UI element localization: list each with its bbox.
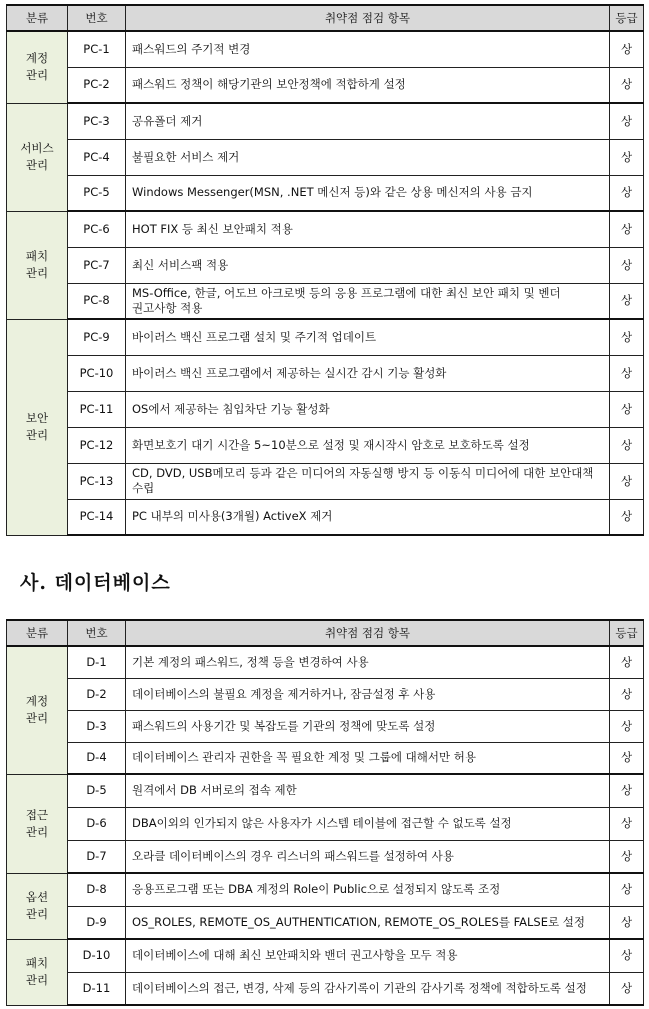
category-cell: 패치 관리 [7,211,68,319]
check-item: HOT FIX 등 최신 보안패치 적용 [126,211,610,247]
table-row [7,67,644,103]
header-category: 분류 [7,620,68,646]
table-row [7,427,644,463]
grade-cell: 상 [610,103,644,139]
category-cell: 계정 관리 [7,646,68,774]
table-row [7,742,644,774]
header-category: 분류 [7,5,68,31]
category-cell: 계정 관리 [7,31,68,103]
item-number: D-3 [68,710,126,742]
table-row [7,319,644,355]
grade-cell: 상 [610,175,644,211]
check-item: Windows Messenger(MSN, .NET 메신저 등)와 같은 상용 메신저의 사용 금지 [126,175,610,211]
grade-cell: 상 [610,840,644,873]
check-item: 응용프로그램 또는 DBA 계정의 Role이 Public으로 설정되지 않도록 조정 [126,873,610,906]
header-item: 취약점 점검 항목 [126,620,610,646]
check-item: 원격에서 DB 서버로의 접속 제한 [126,774,610,807]
item-number: D-10 [68,939,126,972]
grade-cell: 상 [610,807,644,840]
check-item: 최신 서비스팩 적용 [126,247,610,283]
table-row [7,939,644,972]
table-row [7,499,644,535]
item-number: D-6 [68,807,126,840]
table-row [7,774,644,807]
check-item: 데이터베이스의 불필요 계정을 제거하거나, 잠금설정 후 사용 [126,678,610,710]
grade-cell: 상 [610,972,644,1005]
item-number: D-7 [68,840,126,873]
item-number: PC-9 [68,319,126,355]
check-item: OS_ROLES, REMOTE_OS_AUTHENTICATION, REMOTE_OS_ROLES를 FALSE로 설정 [126,906,610,939]
check-item: CD, DVD, USB메모리 등과 같은 미디어의 자동실행 방지 등 이동식 미디어에 대한 보안대책 수립 [126,463,610,499]
table-row [7,391,644,427]
check-item: 데이터베이스에 대해 최신 보안패치와 밴더 권고사항을 모두 적용 [126,939,610,972]
check-item: OS에서 제공하는 침입차단 기능 활성화 [126,391,610,427]
check-item: 기본 계정의 패스워드, 정책 등을 변경하여 사용 [126,646,610,678]
table-row [7,646,644,678]
category-cell: 서비스 관리 [7,103,68,211]
table-row [7,710,644,742]
table-row [7,283,644,319]
item-number: D-5 [68,774,126,807]
grade-cell: 상 [610,283,644,319]
item-number: PC-4 [68,139,126,175]
table-row [7,463,644,499]
pc-table-header [7,5,644,31]
item-number: D-2 [68,678,126,710]
check-item: 바이러스 백신 프로그램 설치 및 주기적 업데이트 [126,319,610,355]
item-number: D-4 [68,742,126,774]
item-number: PC-5 [68,175,126,211]
item-number: PC-11 [68,391,126,427]
check-item: DBA이외의 인가되지 않은 사용자가 시스템 테이블에 접근할 수 없도록 설정 [126,807,610,840]
category-cell: 보안 관리 [7,319,68,535]
grade-cell: 상 [610,391,644,427]
table-row [7,247,644,283]
check-item: PC 내부의 미사용(3개월) ActiveX 제거 [126,499,610,535]
check-item: 바이러스 백신 프로그램에서 제공하는 실시간 감시 기능 활성화 [126,355,610,391]
grade-cell: 상 [610,319,644,355]
category-cell: 패치 관리 [7,939,68,1005]
item-number: PC-8 [68,283,126,319]
grade-cell: 상 [610,873,644,906]
grade-cell: 상 [610,710,644,742]
grade-cell: 상 [610,646,644,678]
item-number: PC-13 [68,463,126,499]
header-grade: 등급 [610,620,644,646]
grade-cell: 상 [610,939,644,972]
check-item: 패스워드 정책이 해당기관의 보안정책에 적합하게 설정 [126,67,610,103]
grade-cell: 상 [610,906,644,939]
check-item: 패스워드의 주기적 변경 [126,31,610,67]
table-row [7,355,644,391]
category-cell: 접근 관리 [7,774,68,873]
grade-cell: 상 [610,211,644,247]
table-row [7,807,644,840]
pc-vulnerability-table [6,4,644,536]
db-table-header [7,620,644,646]
table-row [7,175,644,211]
item-number: PC-14 [68,499,126,535]
check-item: 패스워드의 사용기간 및 복잡도를 기관의 정책에 맞도록 설정 [126,710,610,742]
header-number: 번호 [68,620,126,646]
grade-cell: 상 [610,499,644,535]
table-row [7,678,644,710]
header-grade: 등급 [610,5,644,31]
grade-cell: 상 [610,31,644,67]
table-row [7,840,644,873]
grade-cell: 상 [610,463,644,499]
check-item: 오라클 데이터베이스의 경우 리스너의 패스워드를 설정하여 사용 [126,840,610,873]
header-number: 번호 [68,5,126,31]
check-item: 데이터베이스 관리자 권한을 꼭 필요한 계정 및 그룹에 대해서만 허용 [126,742,610,774]
item-number: D-9 [68,906,126,939]
grade-cell: 상 [610,67,644,103]
item-number: PC-12 [68,427,126,463]
check-item: MS-Office, 한글, 어도브 아크로뱃 등의 응용 프로그램에 대한 최신 보안 패치 및 벤더 권고사항 적용 [126,283,610,319]
table-row [7,906,644,939]
grade-cell: 상 [610,355,644,391]
grade-cell: 상 [610,742,644,774]
check-item: 공유폴더 제거 [126,103,610,139]
item-number: D-8 [68,873,126,906]
item-number: PC-2 [68,67,126,103]
table-row [7,211,644,247]
item-number: PC-6 [68,211,126,247]
grade-cell: 상 [610,678,644,710]
header-item: 취약점 점검 항목 [126,5,610,31]
category-cell: 옵션 관리 [7,873,68,939]
table-row [7,972,644,1005]
item-number: PC-7 [68,247,126,283]
check-item: 불필요한 서비스 제거 [126,139,610,175]
table-row [7,31,644,67]
db-vulnerability-table [6,619,644,1006]
table-row [7,873,644,906]
table-row [7,103,644,139]
section-title-database: 사. 데이터베이스 [20,572,171,594]
item-number: PC-1 [68,31,126,67]
grade-cell: 상 [610,427,644,463]
item-number: D-1 [68,646,126,678]
grade-cell: 상 [610,247,644,283]
item-number: PC-10 [68,355,126,391]
table-row [7,139,644,175]
item-number: D-11 [68,972,126,1005]
grade-cell: 상 [610,139,644,175]
item-number: PC-3 [68,103,126,139]
check-item: 데이터베이스의 접근, 변경, 삭제 등의 감사기록이 기관의 감사기록 정책에 적합하도록 설정 [126,972,610,1005]
check-item: 화면보호기 대기 시간을 5~10분으로 설정 및 재시작시 암호로 보호하도록 설정 [126,427,610,463]
grade-cell: 상 [610,774,644,807]
